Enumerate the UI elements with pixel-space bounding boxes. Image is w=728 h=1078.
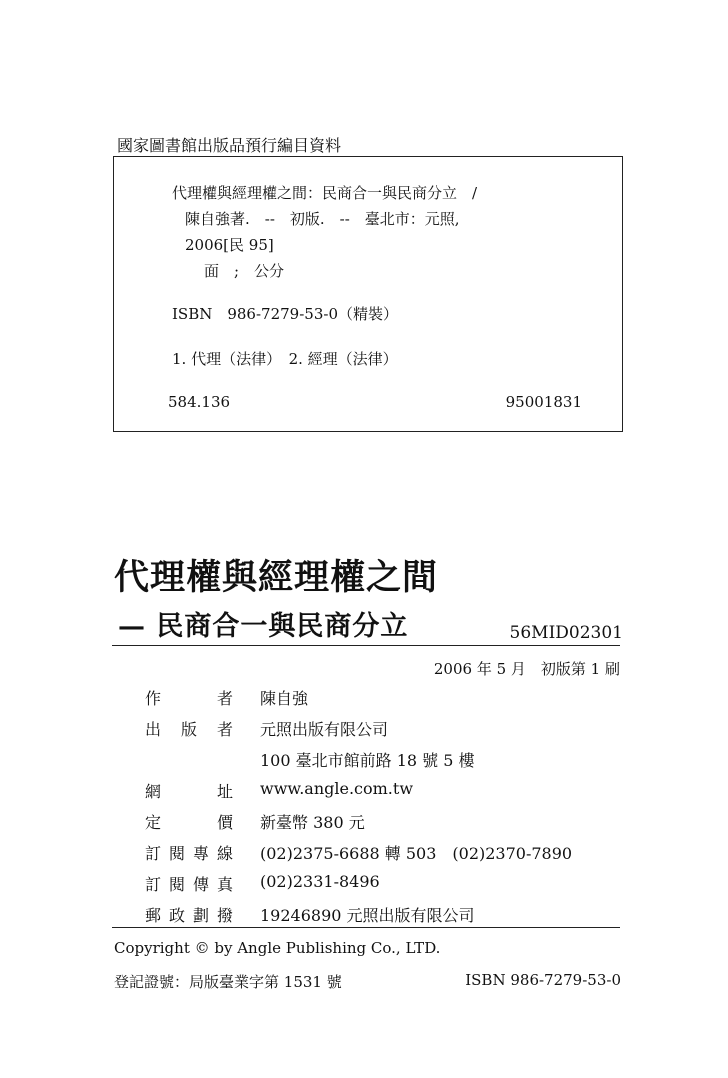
price-label: 定價 [145, 813, 233, 832]
cip-class-number: 584.136 [168, 393, 231, 411]
cip-subjects-line: 1. 代理（法律） 2. 經理（法律） [172, 350, 398, 368]
author-label: 作者 [145, 689, 233, 708]
subscription-fax-value: (02)2331-8496 [260, 872, 380, 891]
book-title: 代理權與經理權之間 [114, 557, 439, 598]
cip-isbn-line: ISBN 986-7279-53-0（精裝） [172, 305, 398, 323]
edition-line: 2006 年 5 月 初版第 1 刷 [433, 660, 620, 678]
cip-pages-line: 面 ; 公分 [204, 262, 285, 280]
cip-record-box [113, 156, 623, 432]
cip-heading: 國家圖書館出版品預行編目資料 [117, 136, 342, 155]
registration-line: 登記證號：局版臺業字第 1531 號 [114, 973, 342, 991]
cip-year-line: 2006[民 95] [185, 236, 274, 254]
cip-author-line: 陳自強著. -- 初版. -- 臺北市：元照, [185, 210, 460, 228]
footer-divider [112, 927, 620, 928]
subscription-phone-label: 訂閱專線 [145, 844, 233, 863]
website-value: www.angle.com.tw [260, 779, 414, 798]
website-label: 網址 [145, 782, 233, 801]
copyright-line: Copyright © by Angle Publishing Co., LTD. [114, 939, 441, 957]
author-value: 陳自強 [260, 689, 309, 708]
postal-transfer-label: 郵政劃撥 [145, 906, 233, 925]
cip-record-number: 95001831 [505, 393, 582, 411]
publisher-value: 元照出版有限公司 [260, 720, 389, 739]
title-divider [112, 645, 620, 646]
cip-title-line: 代理權與經理權之間：民商合一與民商分立 / [172, 184, 478, 202]
postal-transfer-value: 19246890 元照出版有限公司 [260, 906, 475, 925]
publisher-label: 出版者 [145, 720, 233, 739]
subscription-fax-label: 訂閱傳真 [145, 875, 233, 894]
book-code: 56MID02301 [509, 623, 623, 643]
subscription-phone-value: (02)2375-6688 轉 503 (02)2370-7890 [260, 844, 573, 863]
book-subtitle: — 民商合一與民商分立 [118, 611, 409, 642]
price-value: 新臺幣 380 元 [260, 813, 365, 832]
footer-isbn: ISBN 986-7279-53-0 [465, 971, 621, 989]
address-value: 100 臺北市館前路 18 號 5 樓 [260, 751, 475, 770]
